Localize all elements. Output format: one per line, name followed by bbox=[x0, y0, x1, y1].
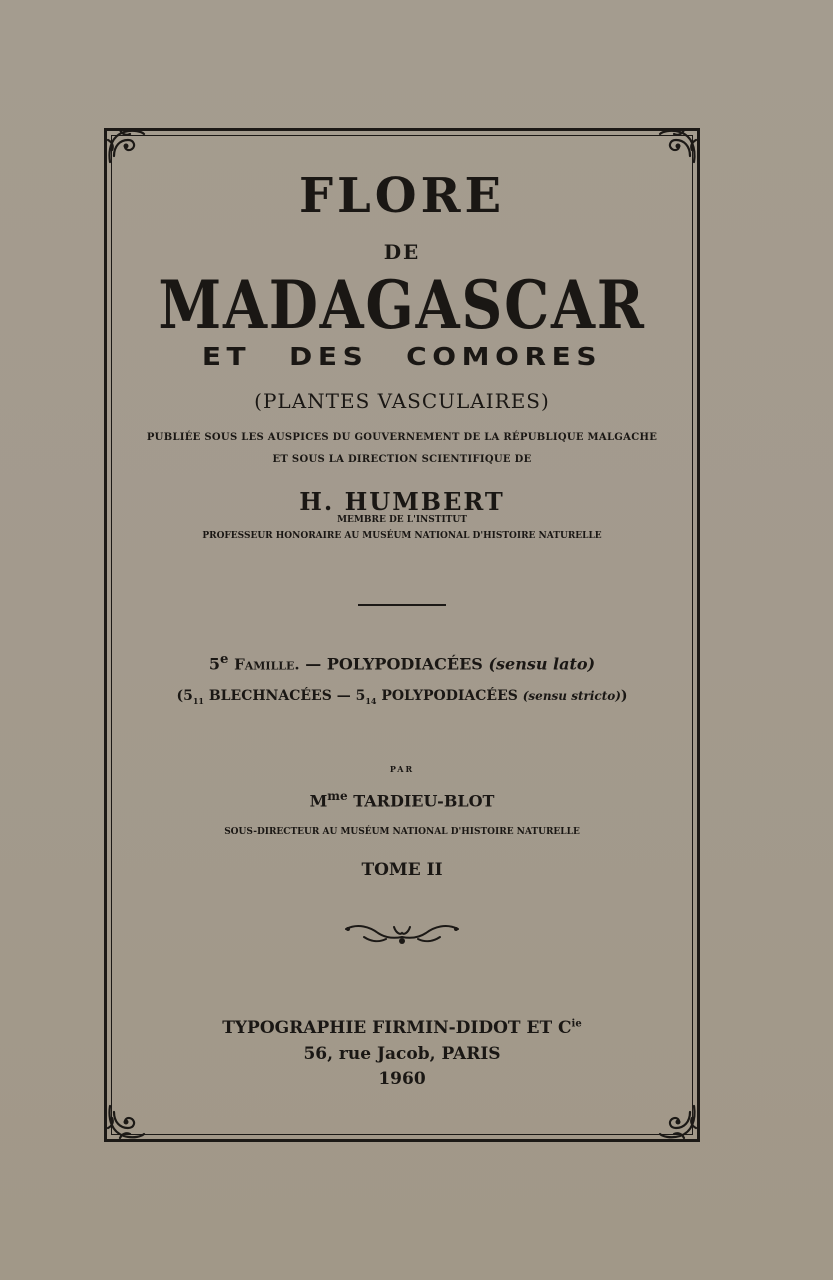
title-de: DE bbox=[383, 240, 421, 264]
divider-rule bbox=[358, 604, 446, 606]
sub2-name: POLYPODIACÉES bbox=[381, 688, 518, 704]
corner-ornament-bottom-right bbox=[658, 1100, 700, 1142]
printer-address: 56, rue Jacob, PARIS bbox=[303, 1044, 501, 1064]
sub-open: (5 bbox=[176, 688, 193, 704]
family-qualifier: (sensu lato) bbox=[488, 654, 596, 674]
author-name: TARDIEU-BLOT bbox=[353, 791, 495, 811]
author-title-prefix: M bbox=[309, 791, 328, 811]
family-heading bbox=[111, 651, 693, 673]
family-number: 5 bbox=[208, 654, 220, 674]
printer-name-sup: ie bbox=[571, 1018, 582, 1030]
publication-line-2: ET SOUS LA DIRECTION SCIENTIFIQUE DE bbox=[272, 454, 532, 465]
printer-name-line bbox=[111, 1018, 693, 1038]
fleuron-ornament-icon bbox=[344, 919, 460, 947]
subtitle-plantes-vasculaires: (PLANTES VASCULAIRES) bbox=[254, 389, 550, 413]
sub1-name: BLECHNACÉES — 5 bbox=[208, 688, 366, 704]
director-role-2: PROFESSEUR HONORAIRE AU MUSÉUM NATIONAL D'HISTOIRE NATURELLE bbox=[202, 531, 602, 541]
title-comores: ET DES COMORES bbox=[201, 342, 603, 371]
printer-name: TYPOGRAPHIE FIRMIN-DIDOT ET C bbox=[222, 1018, 572, 1038]
author-title-sup: me bbox=[327, 789, 348, 803]
author-role: SOUS-DIRECTEUR AU MUSÉUM NATIONAL D'HISTOIRE NATURELLE bbox=[224, 827, 580, 837]
title-flore: FLORE bbox=[298, 168, 506, 224]
sub1-index: 11 bbox=[192, 695, 204, 706]
publication-year: 1960 bbox=[378, 1069, 426, 1089]
author-par: PAR bbox=[389, 764, 415, 774]
family-subdivision bbox=[111, 688, 693, 706]
corner-ornament-bottom-left bbox=[104, 1100, 146, 1142]
corner-ornament-top-right bbox=[658, 126, 700, 168]
family-label: Famille. bbox=[234, 655, 300, 674]
family-dash: — bbox=[305, 654, 322, 674]
publication-line-1: PUBLIÉE SOUS LES AUSPICES DU GOUVERNEMENT DE LA RÉPUBLIQUE MALGACHE bbox=[146, 432, 658, 443]
director-role-1: MEMBRE DE L'INSTITUT bbox=[337, 515, 467, 525]
sub-close: ) bbox=[620, 688, 628, 704]
title-madagascar: MADAGASCAR bbox=[158, 266, 646, 344]
volume-label: TOME II bbox=[361, 860, 443, 880]
family-name: POLYPODIACÉES bbox=[326, 654, 483, 674]
author-name-line bbox=[111, 789, 693, 810]
corner-ornament-top-left bbox=[104, 126, 146, 168]
director-name: H. HUMBERT bbox=[299, 487, 505, 516]
sub2-qualifier: (sensu stricto) bbox=[522, 689, 621, 703]
family-number-sup: e bbox=[220, 651, 229, 667]
sub2-index: 14 bbox=[365, 695, 377, 706]
